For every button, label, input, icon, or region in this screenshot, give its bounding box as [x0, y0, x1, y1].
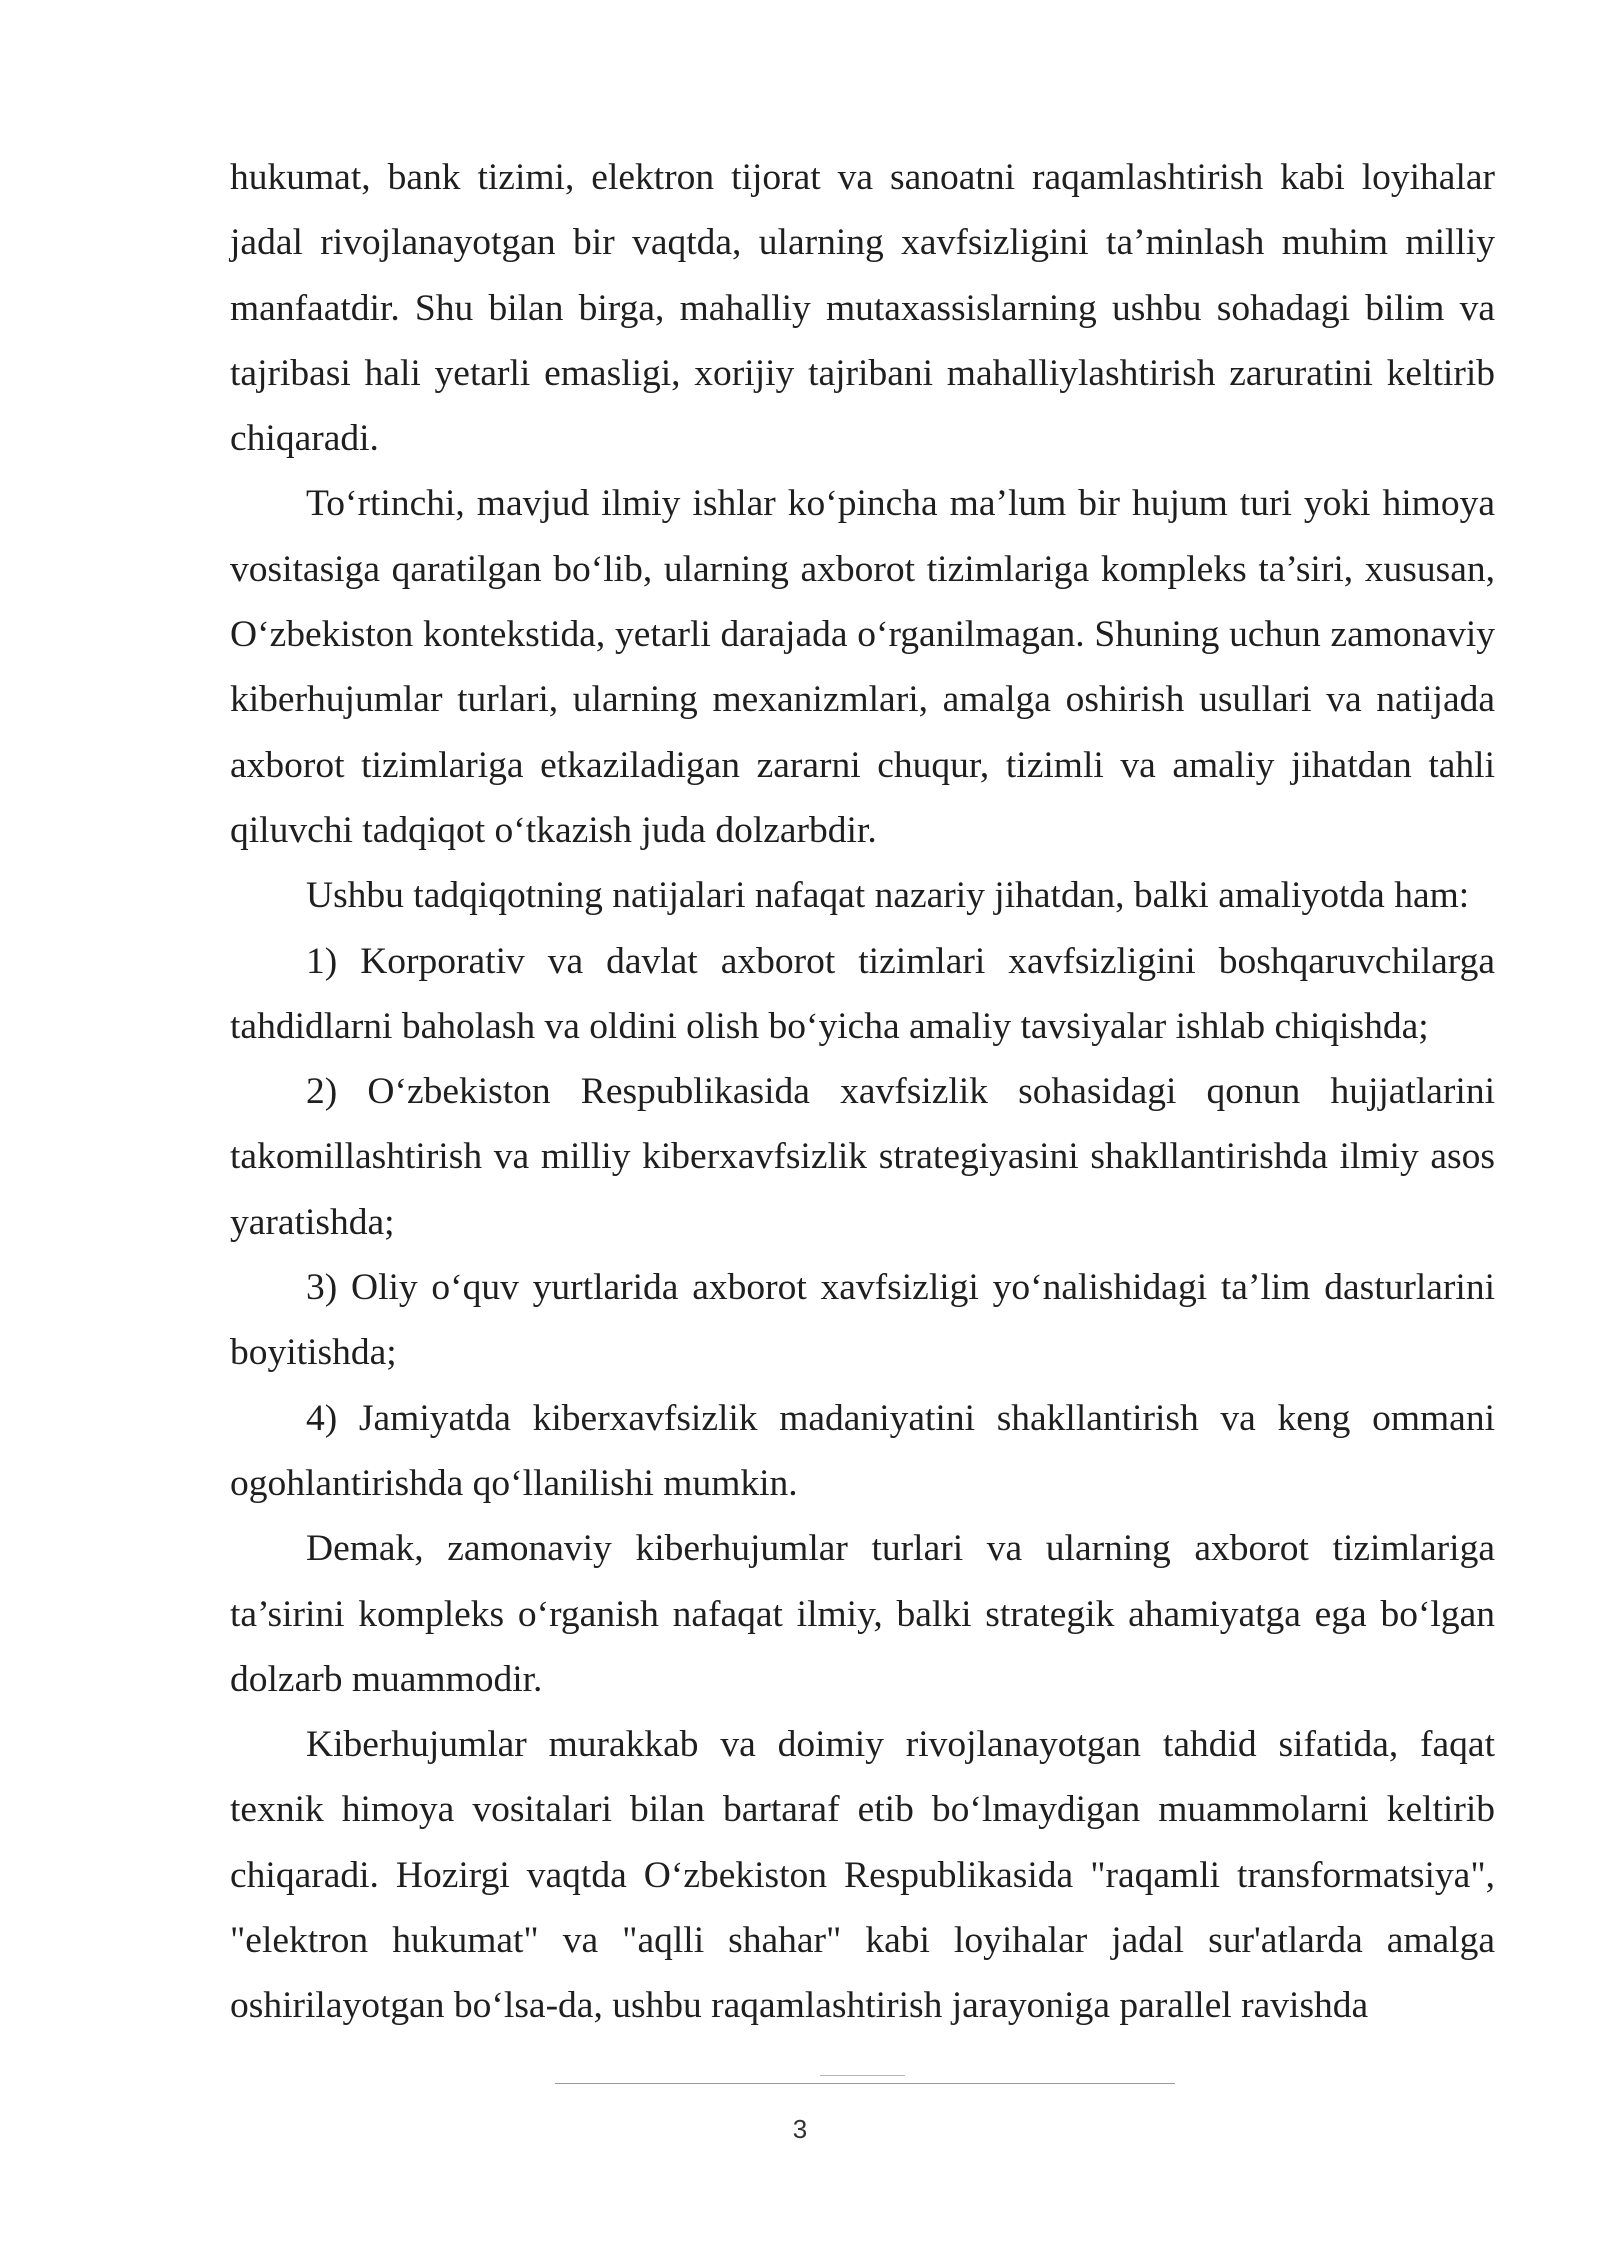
page-number: 3 — [792, 2114, 808, 2144]
footer-divider-accent — [820, 2075, 905, 2076]
paragraph-results-intro: Ushbu tadqiqotning natijalari nafaqat nazariy jihatdan, balki amaliyotda ham: — [306, 875, 1470, 917]
list-item-1: 1) Korporativ va davlat axborot tizimlari xavfsizligini boshqaruvchilarga tahdidlarni baholash va oldini olish bo‘yicha amaliy tavsiyalar ishlab chiqishda; — [230, 940, 1495, 1047]
list-item-3: 3) Oliy o‘quv yurtlarida axborot xavfsizligi yo‘nalishidagi ta’lim dasturlarini boyitishda; — [230, 1267, 1495, 1374]
paragraph-fourth-reason: To‘rtinchi, mavjud ilmiy ishlar ko‘pincha ma’lum bir hujum turi yoki himoya vositasiga qaratilgan bo‘lib, ularning axborot tizimlariga kompleks ta’siri, xususan, O‘zbekiston kontekstida, yetarli darajada o‘rganilmagan. Shuning uchun zamonaviy kiberhujumlar turlari, ularning mexanizmlari, amalga oshirish usullari va natijada axborot tizimlariga etkaziladigan zararni chuqur, tizimli va amaliy jihatdan tahli qiluvchi tadqiqot o‘tkazish juda dolzarbdir. — [230, 483, 1495, 851]
paragraph-continuation: hukumat, bank tizimi, elektron tijorat va sanoatni raqamlashtirish kabi loyihalar jadal rivojlanayotgan bir vaqtda, ularning xavfsizligini ta’minlash muhim milliy manfaatdir. Shu bilan birga, mahalliy mutaxassislarning ushbu sohadagi bilim va tajribasi hali yetarli emasligi, xorijiy tajribani mahalliylashtirish zaruratini keltirib chiqaradi. — [230, 157, 1495, 460]
document-body — [230, 145, 1495, 2039]
paragraph-conclusion: Demak, zamonaviy kiberhujumlar turlari va ularning axborot tizimlariga ta’sirini kompleks o‘rganish nafaqat ilmiy, balki strategik ahamiyatga ega bo‘lgan dolzarb muammodir. — [230, 1528, 1495, 1700]
paragraph-cyberattacks: Kiberhujumlar murakkab va doimiy rivojlanayotgan tahdid sifatida, faqat texnik himoya vositalari bilan bartaraf etib bo‘lmaydigan muammolarni keltirib chiqaradi. Hozirgi vaqtda O‘zbekiston Respublikasida "raqamli transformatsiya", "elektron hukumat" va "aqlli shahar" kabi loyihalar jadal sur'atlarda amalga oshirilayotgan bo‘lsa-da, ushbu raqamlashtirish jarayoniga parallel ravishda — [230, 1724, 1495, 2027]
footer-divider — [555, 2083, 1175, 2084]
list-item-2: 2) O‘zbekiston Respublikasida xavfsizlik sohasidagi qonun hujjatlarini takomillashtirish va milliy kiberxavfsizlik strategiyasini shakllantirishda ilmiy asos yaratishda; — [230, 1071, 1495, 1243]
list-item-4: 4) Jamiyatda kiberxavfsizlik madaniyatini shakllantirish va keng ommani ogohlantirishda qo‘llanilishi mumkin. — [230, 1397, 1495, 1504]
